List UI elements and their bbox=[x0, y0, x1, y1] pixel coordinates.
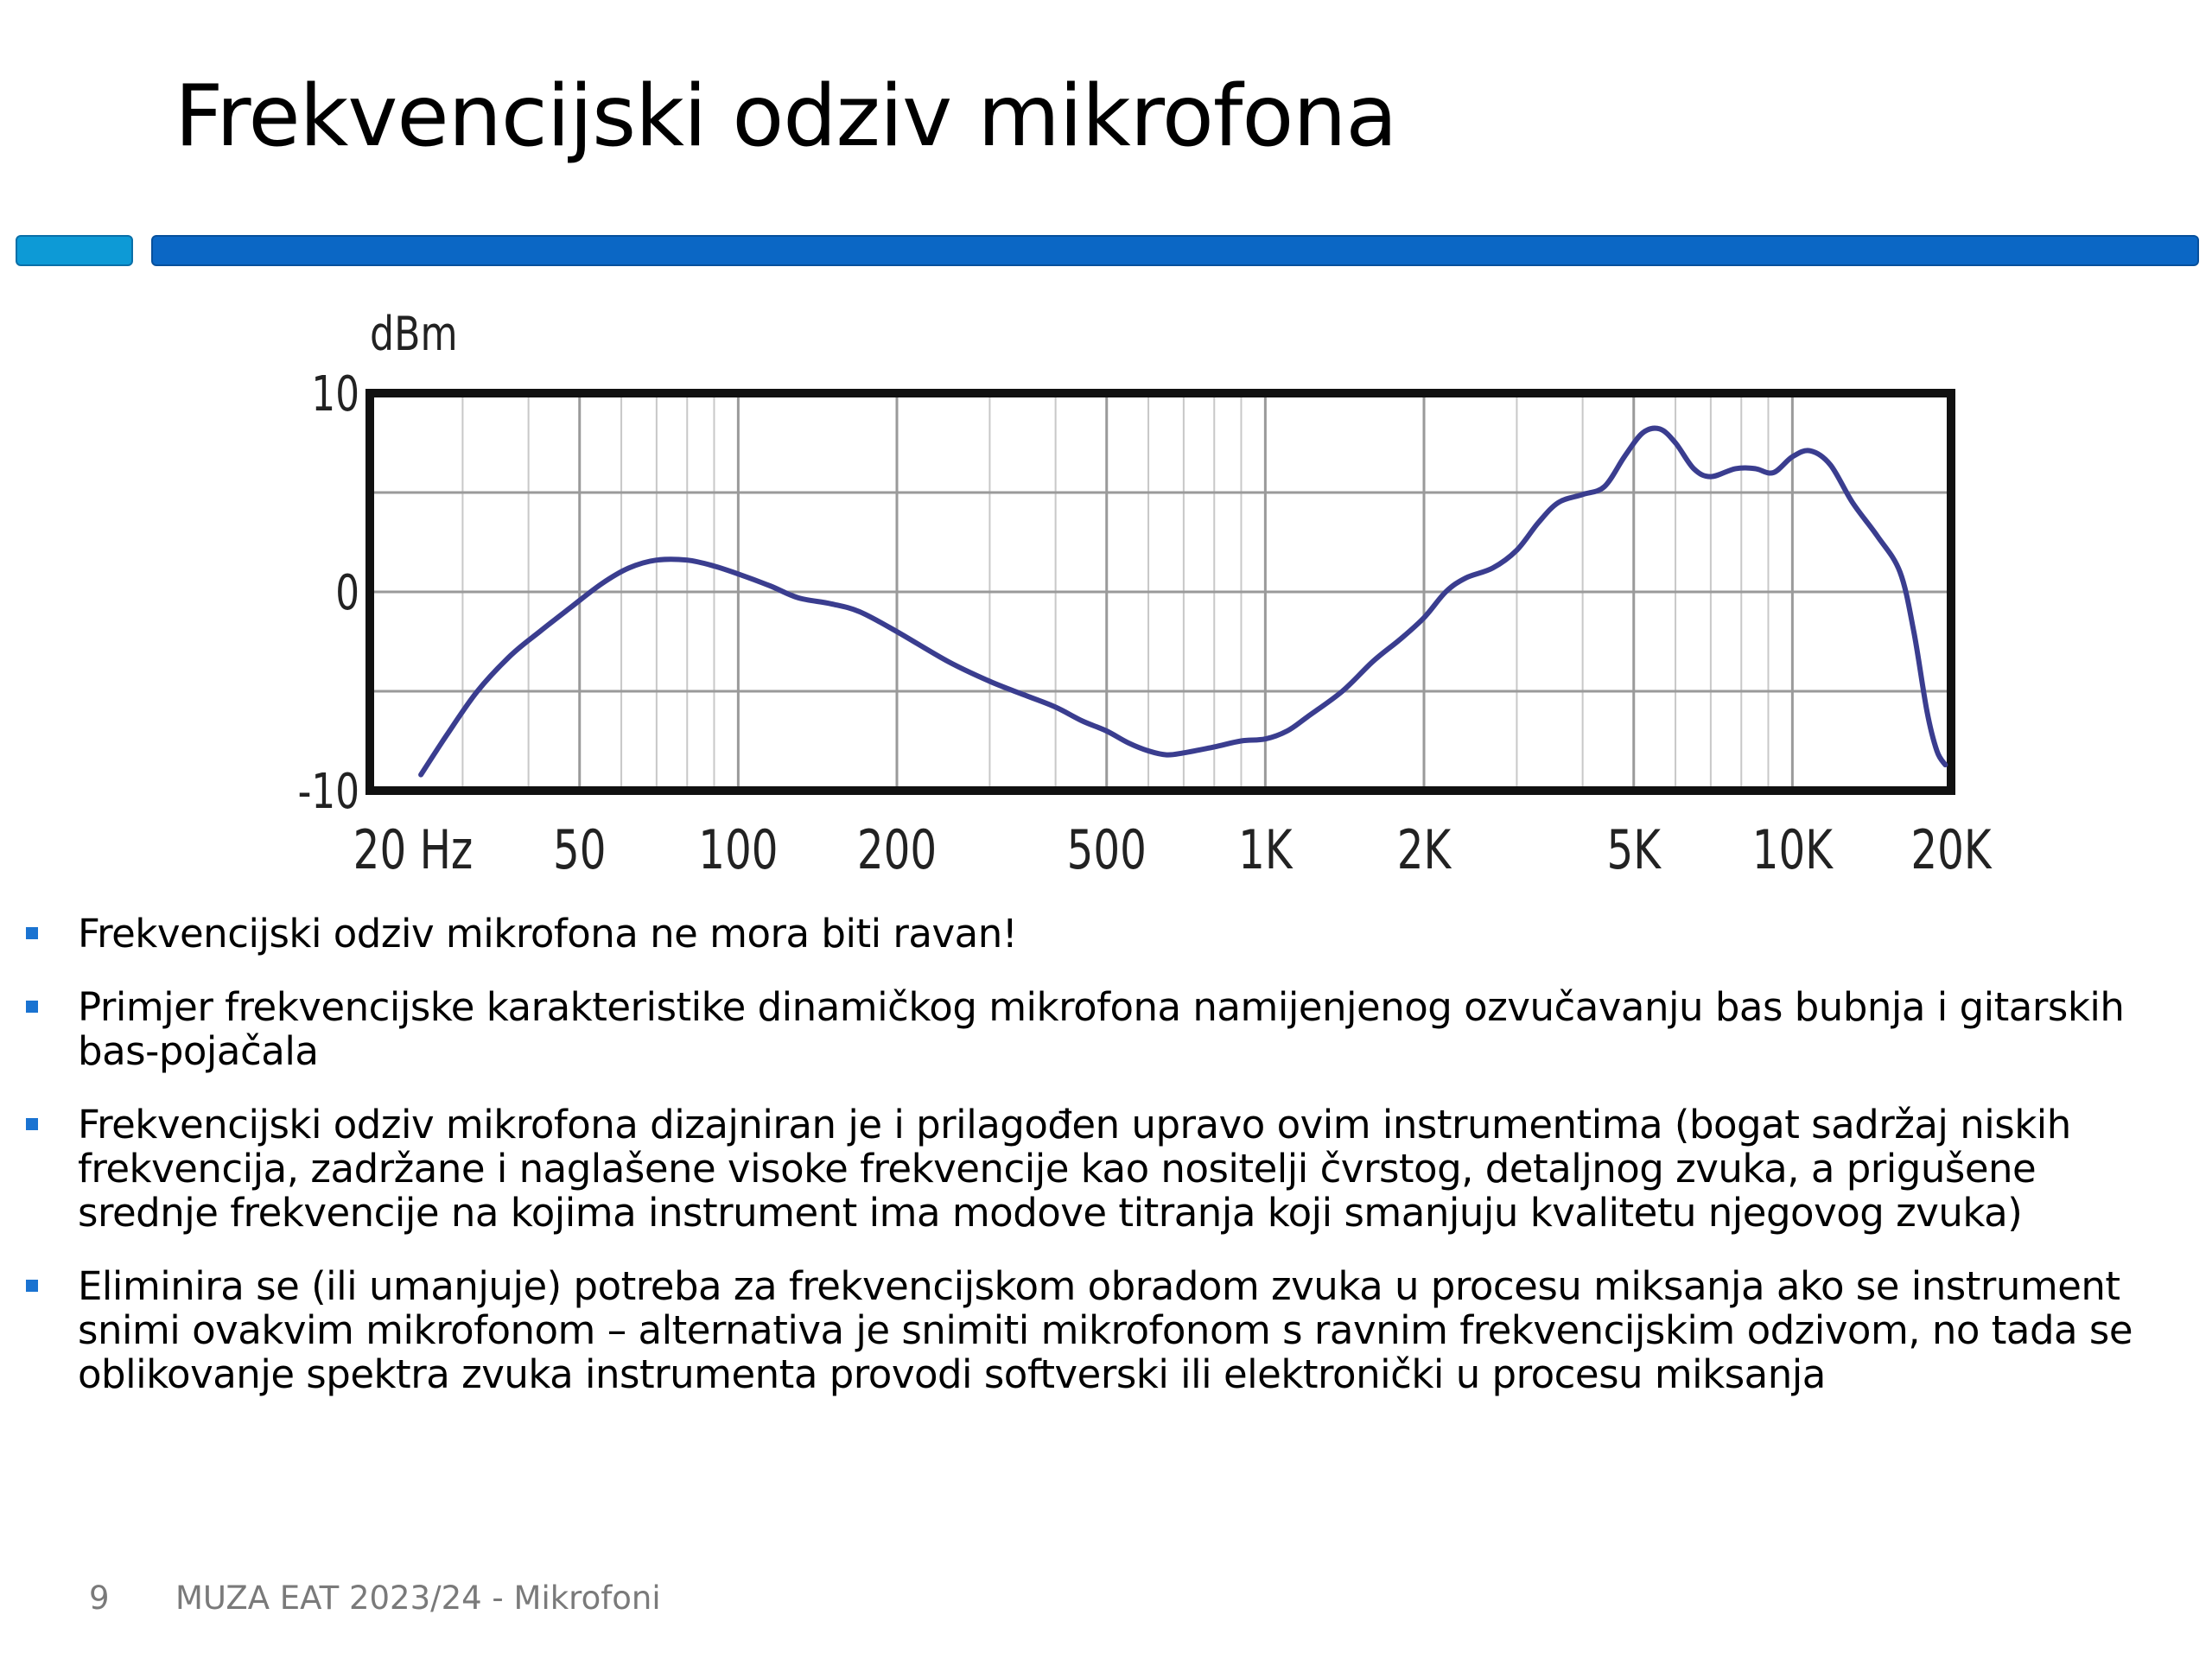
chart-x-tick-label: 100 bbox=[698, 819, 779, 882]
frequency-response-chart bbox=[294, 311, 2031, 899]
bullet-item bbox=[26, 1103, 2186, 1235]
chart-x-tick-label: 1K bbox=[1238, 819, 1293, 882]
chart-y-tick-label: -10 bbox=[297, 762, 359, 820]
chart-x-tick-label: 10K bbox=[1751, 819, 1833, 882]
chart-x-tick-label: 2K bbox=[1396, 819, 1452, 882]
bullet-item bbox=[26, 1264, 2186, 1396]
bullet-item bbox=[26, 912, 2186, 956]
title-accent-bar-left bbox=[16, 235, 133, 266]
chart-x-tick-label: 20 Hz bbox=[353, 819, 474, 882]
chart-y-axis-label: dBm bbox=[370, 311, 458, 362]
chart-x-tick-label: 50 bbox=[552, 819, 607, 882]
page-number: 9 bbox=[89, 1580, 110, 1617]
bullet-text: Frekvencijski odziv mikrofona ne mora biti ravan! bbox=[78, 911, 1018, 957]
bullet-square-icon bbox=[26, 1118, 38, 1130]
chart-y-tick-label: 10 bbox=[311, 365, 359, 423]
slide-title: Frekvencijski odziv mikrofona bbox=[175, 67, 1397, 166]
chart-grid bbox=[370, 393, 1951, 791]
bullet-text: Frekvencijski odziv mikrofona dizajniran je i prilagođen upravo ovim instrumentima (bogat sadržaj niskih frekvencija, zadržane i naglašene visoke frekvencije kao nositelji čvrstog, detaljnog zvuka, a prigušene srednje frekvencije na kojima instrument ima modove titranja koji smanjuju kvalitetu njegovog zvuka) bbox=[78, 1102, 2071, 1236]
footer-text: MUZA EAT 2023/24 - Mikrofoni bbox=[175, 1580, 661, 1617]
title-accent-bar-right bbox=[151, 235, 2199, 266]
bullet-list bbox=[26, 912, 2186, 1426]
bullet-square-icon bbox=[26, 927, 38, 939]
chart-x-tick-label: 5K bbox=[1606, 819, 1661, 882]
bullet-item bbox=[26, 985, 2186, 1073]
chart-x-tick-label: 500 bbox=[1066, 819, 1147, 882]
chart-x-tick-label: 200 bbox=[856, 819, 938, 882]
bullet-square-icon bbox=[26, 1001, 38, 1013]
bullet-square-icon bbox=[26, 1280, 38, 1292]
bullet-text: Eliminira se (ili umanjuje) potreba za frekvencijskom obradom zvuka u procesu miksanja ako se instrument snimi ovakvim mikrofonom – alternativa je snimiti mikrofonom s ravnim frekvencijskim odzivom, no tada se oblikovanje spektra zvuka instrumenta provodi softverski ili elektronički u procesu miksanja bbox=[78, 1263, 2133, 1397]
chart-x-tick-label: 20K bbox=[1910, 819, 1992, 882]
chart-y-tick-label: 0 bbox=[335, 563, 359, 621]
bullet-text: Primjer frekvencijske karakteristike dinamičkog mikrofona namijenjenog ozvučavanju bas bubnja i gitarskih bas-pojačala bbox=[78, 984, 2125, 1074]
